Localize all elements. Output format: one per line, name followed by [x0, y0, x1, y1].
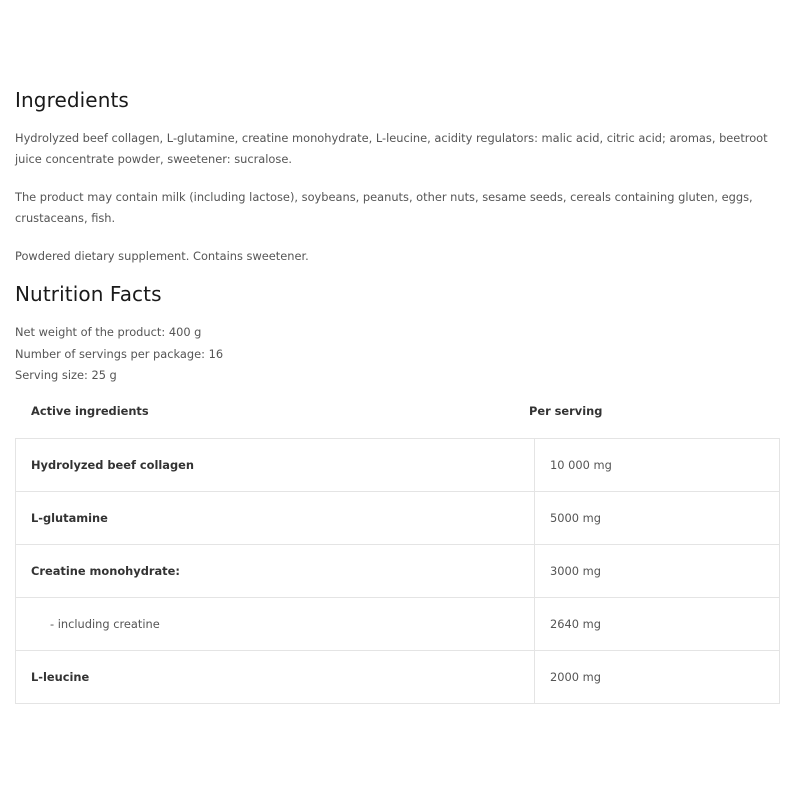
nutrients-table-header: [15, 400, 780, 422]
ingredient-name: Creatine monohydrate:: [16, 545, 535, 598]
table-row: [16, 651, 780, 704]
table-row: [16, 492, 780, 545]
allergen-warning: The product may contain milk (including lactose), soybeans, peanuts, other nuts, sesame seeds, cereals containing gluten, eggs, crustaceans, fish.: [15, 190, 753, 225]
ingredient-name: Hydrolyzed beef collagen: [16, 439, 535, 492]
supplement-note: Powdered dietary supplement. Contains sweetener.: [15, 249, 309, 263]
column-header-per-serving: Per serving: [529, 404, 603, 418]
column-header-active-ingredients: Active ingredients: [31, 404, 149, 418]
table-row: [16, 598, 780, 651]
ingredient-amount: 3000 mg: [535, 545, 780, 598]
ingredient-amount: 10 000 mg: [535, 439, 780, 492]
ingredient-name: L-leucine: [16, 651, 535, 704]
ingredient-amount: 2000 mg: [535, 651, 780, 704]
serving-size: Serving size: 25 g: [15, 368, 117, 382]
nutrition-heading: Nutrition Facts: [15, 282, 162, 306]
nutrients-table: [15, 438, 780, 704]
servings-per-package: Number of servings per package: 16: [15, 346, 224, 361]
table-row: [16, 545, 780, 598]
ingredient-amount: 5000 mg: [535, 492, 780, 545]
ingredients-heading: Ingredients: [15, 88, 129, 112]
ingredient-name: - including creatine: [16, 598, 535, 651]
table-row: [16, 439, 780, 492]
ingredients-list: Hydrolyzed beef collagen, L-glutamine, creatine monohydrate, L-leucine, acidity regulators: malic acid, citric acid; aromas, beetroot juice concentrate powder, sweetener: sucralose.: [15, 131, 768, 166]
ingredient-name: L-glutamine: [16, 492, 535, 545]
net-weight: Net weight of the product: 400 g: [15, 325, 202, 339]
ingredient-amount: 2640 mg: [535, 598, 780, 651]
nutrition-facts: [15, 322, 223, 387]
